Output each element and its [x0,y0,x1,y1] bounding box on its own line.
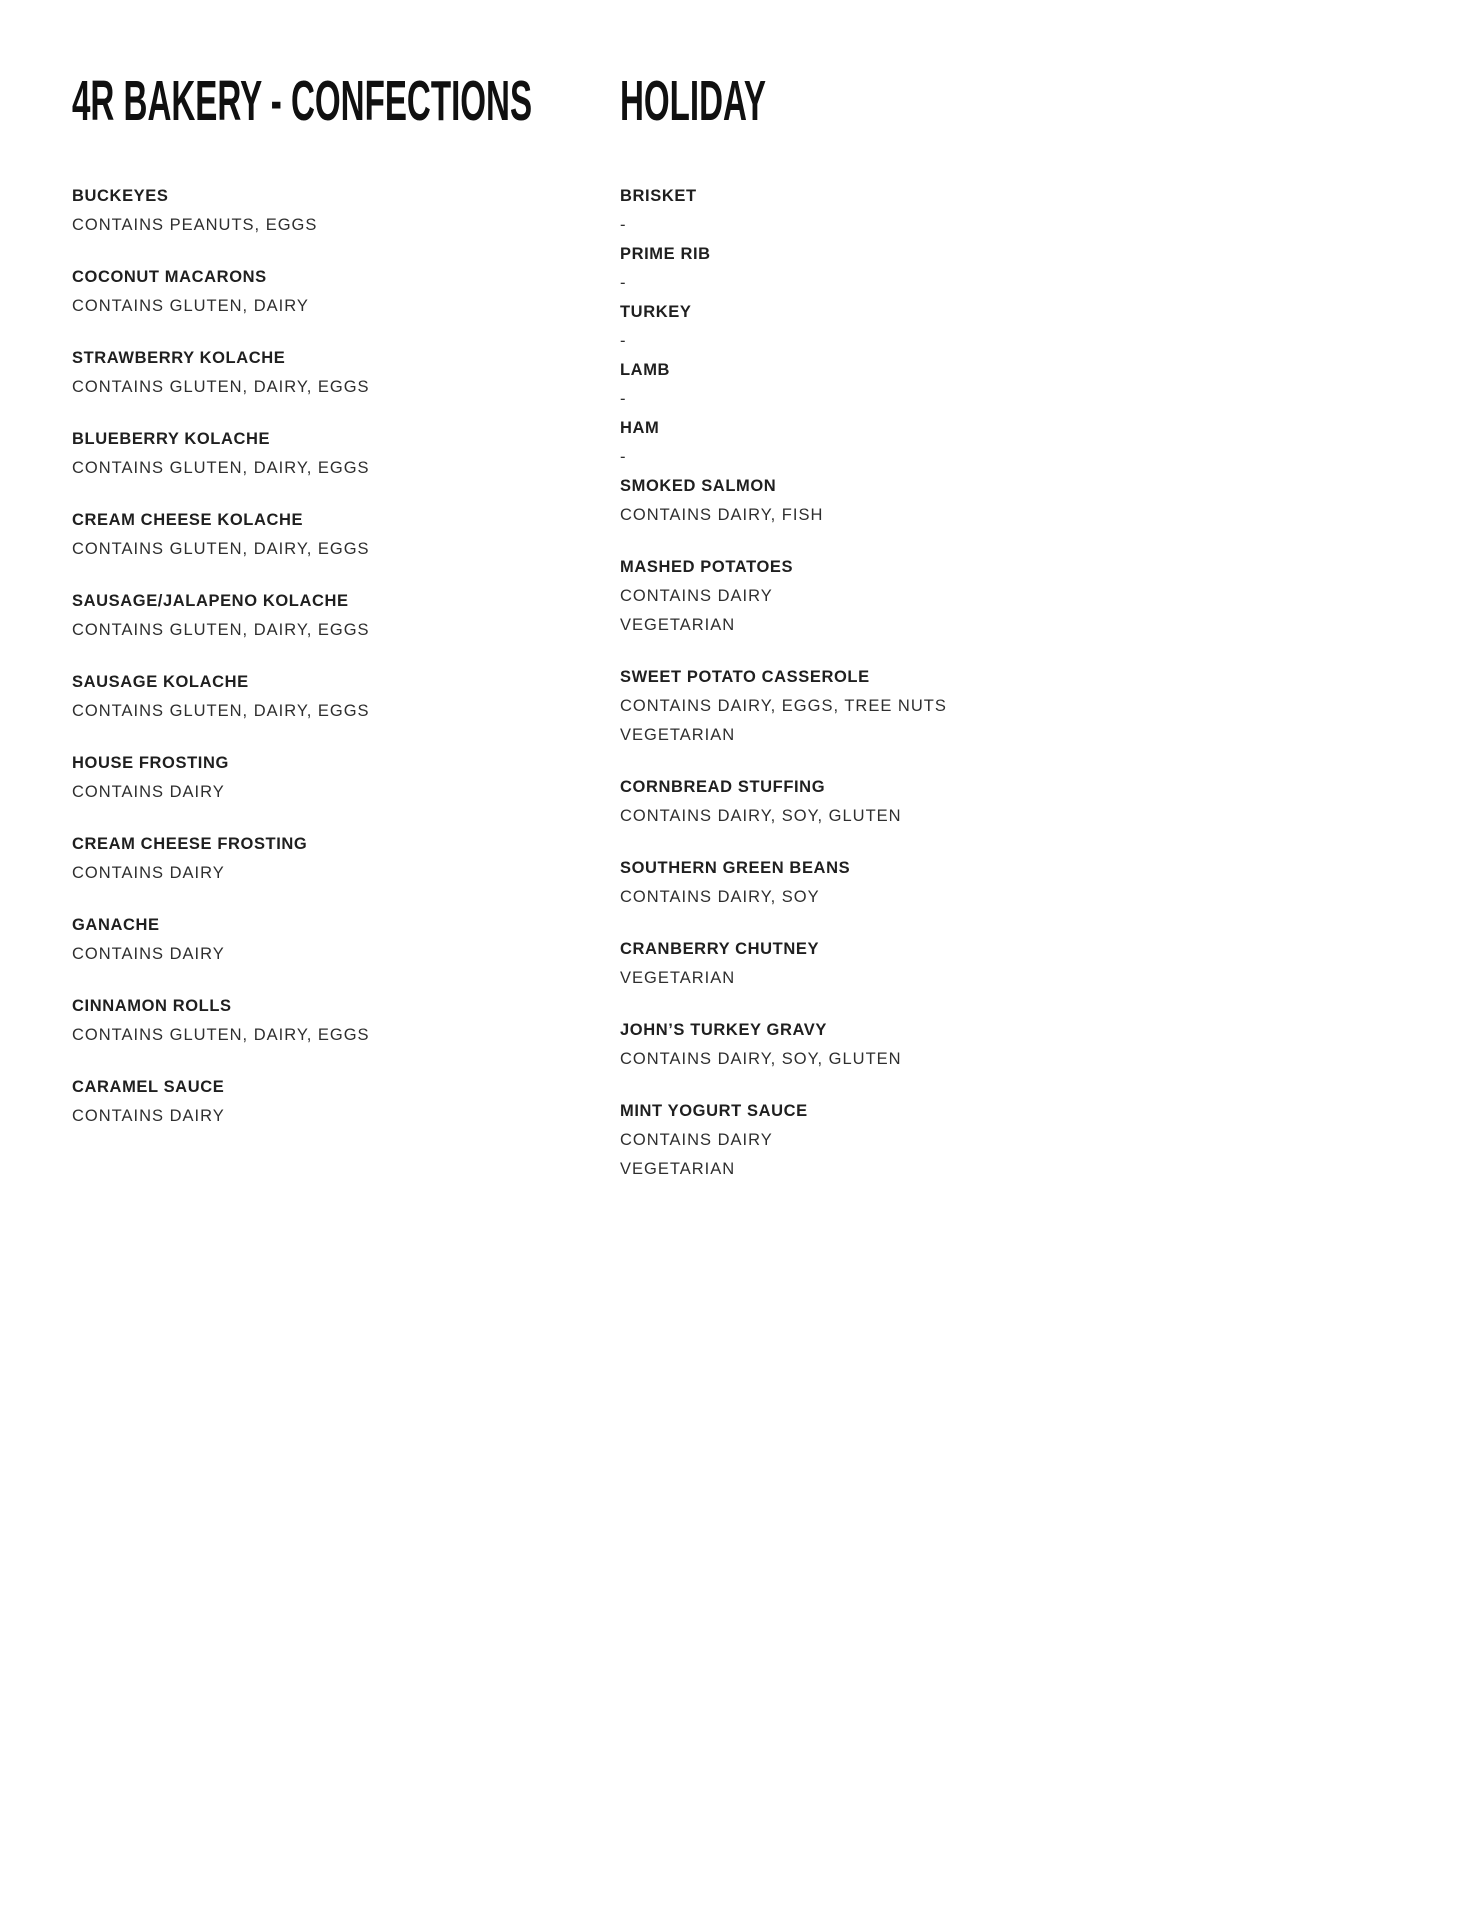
confections-item-list [72,182,620,1131]
menu-item [620,414,1424,472]
item-detail: - [620,390,627,408]
item-name: BUCKEYES [72,187,169,205]
item-detail: CONTAINS DAIRY, EGGS, TREE NUTS [620,697,947,715]
item-detail: CONTAINS DAIRY, SOY, GLUTEN [620,807,902,825]
item-detail: CONTAINS GLUTEN, DAIRY, EGGS [72,540,370,558]
item-name: SAUSAGE/JALAPENO KOLACHE [72,592,349,610]
item-detail: CONTAINS DAIRY [72,1107,225,1125]
item-detail: CONTAINS DAIRY [72,864,225,882]
menu-item [72,1073,620,1131]
menu-item [620,663,1424,750]
item-detail: CONTAINS DAIRY, FISH [620,506,824,524]
menu-item [72,587,620,645]
menu-item [620,1016,1424,1074]
item-detail: VEGETARIAN [620,616,736,634]
menu-item [72,344,620,402]
item-detail: - [620,274,627,292]
menu-item [620,935,1424,993]
item-detail: VEGETARIAN [620,969,736,987]
item-detail: - [620,448,627,466]
item-detail: CONTAINS DAIRY [620,1131,773,1149]
item-detail: - [620,332,627,350]
menu-item [72,263,620,321]
item-name: MINT YOGURT SAUCE [620,1102,808,1120]
item-name: JOHN’S TURKEY GRAVY [620,1021,827,1039]
item-name: SWEET POTATO CASSEROLE [620,668,870,686]
item-detail: CONTAINS GLUTEN, DAIRY, EGGS [72,621,370,639]
item-name: HAM [620,419,660,437]
holiday-column [620,70,1424,1920]
item-name: HOUSE FROSTING [72,754,229,772]
item-name: GANACHE [72,916,160,934]
item-detail: CONTAINS DAIRY, SOY, GLUTEN [620,1050,902,1068]
menu-item [72,506,620,564]
item-detail: CONTAINS GLUTEN, DAIRY, EGGS [72,378,370,396]
menu-item [72,182,620,240]
item-detail: CONTAINS DAIRY, SOY [620,888,820,906]
menu-item [620,240,1424,298]
item-name: PRIME RIB [620,245,711,263]
item-detail: CONTAINS DAIRY [72,945,225,963]
confections-title: 4R BAKERY - CONFECTIONS [72,68,533,133]
item-name: SMOKED SALMON [620,477,777,495]
item-name: CRANBERRY CHUTNEY [620,940,820,958]
menu-item [72,992,620,1050]
menu-item [620,356,1424,414]
item-detail: CONTAINS GLUTEN, DAIRY, EGGS [72,1026,370,1044]
menu-item [72,668,620,726]
item-name: CORNBREAD STUFFING [620,778,826,796]
item-name: CREAM CHEESE KOLACHE [72,511,304,529]
item-detail: CONTAINS GLUTEN, DAIRY, EGGS [72,459,370,477]
item-detail: CONTAINS DAIRY [72,783,225,801]
item-detail: VEGETARIAN [620,1160,736,1178]
item-detail: CONTAINS GLUTEN, DAIRY [72,297,309,315]
menu-item [72,830,620,888]
item-detail: CONTAINS DAIRY [620,587,773,605]
item-name: CREAM CHEESE FROSTING [72,835,308,853]
item-name: SAUSAGE KOLACHE [72,673,249,691]
menu-item [620,854,1424,912]
item-name: MASHED POTATOES [620,558,794,576]
item-name: BRISKET [620,187,697,205]
menu-item [620,182,1424,240]
item-detail: CONTAINS GLUTEN, DAIRY, EGGS [72,702,370,720]
menu-item [620,553,1424,640]
holiday-item-list [620,182,1424,1184]
menu-item [72,749,620,807]
item-name: COCONUT MACARONS [72,268,267,286]
menu-item [72,425,620,483]
item-name: LAMB [620,361,671,379]
item-name: CINNAMON ROLLS [72,997,232,1015]
menu-item [72,911,620,969]
menu-item [620,298,1424,356]
holiday-title: HOLIDAY [620,68,767,133]
confections-column [72,70,620,1920]
item-detail: VEGETARIAN [620,726,736,744]
item-name: BLUEBERRY KOLACHE [72,430,271,448]
menu-item [620,472,1424,530]
item-detail: CONTAINS PEANUTS, EGGS [72,216,318,234]
item-detail: - [620,216,627,234]
item-name: TURKEY [620,303,692,321]
item-name: STRAWBERRY KOLACHE [72,349,286,367]
item-name: SOUTHERN GREEN BEANS [620,859,851,877]
item-name: CARAMEL SAUCE [72,1078,225,1096]
menu-item [620,773,1424,831]
menu-item [620,1097,1424,1184]
